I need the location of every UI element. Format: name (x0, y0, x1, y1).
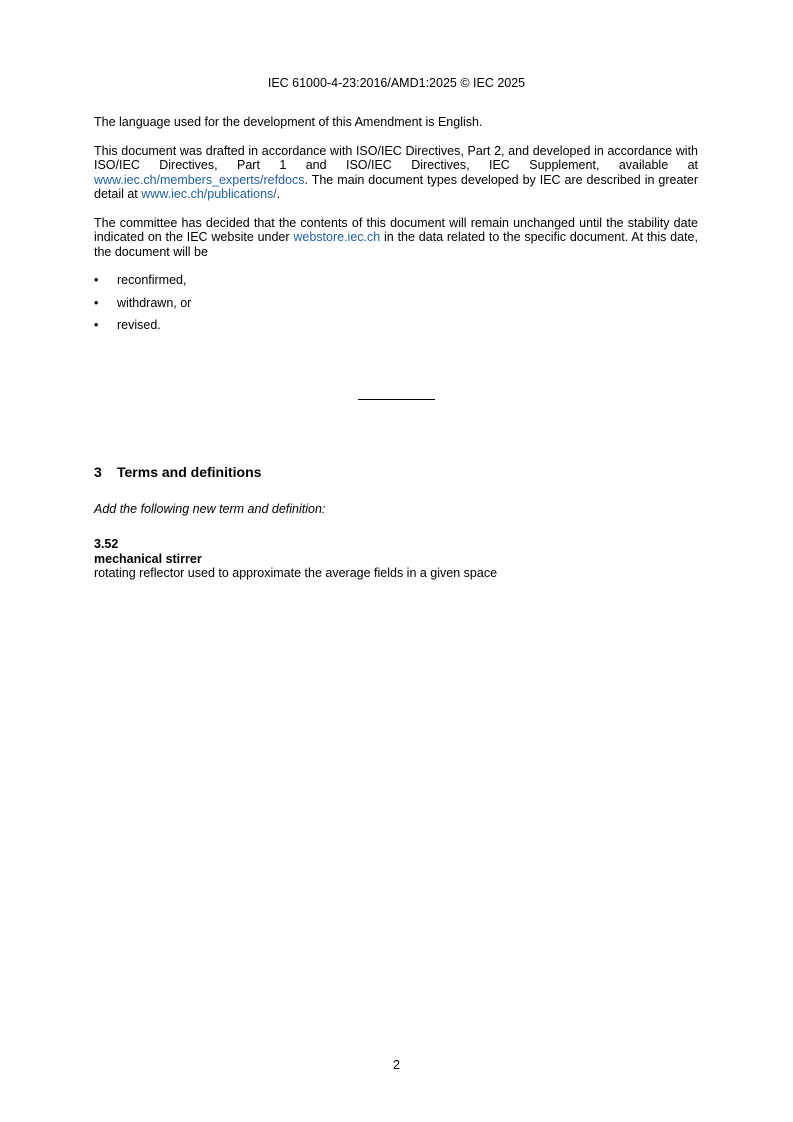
section-title: Terms and definitions (117, 464, 262, 480)
bullet-icon: • (94, 273, 99, 287)
term-number: 3.52 (94, 537, 119, 551)
language-paragraph: The language used for the development of this Amendment is English. (94, 115, 483, 129)
bullet-icon: • (94, 318, 99, 332)
bullet-icon: • (94, 295, 99, 310)
term-definition: rotating reflector used to approximate the average fields in a given space (94, 566, 498, 580)
publications-link[interactable]: www.iec.ch/publications/ (141, 187, 277, 201)
term-name: mechanical stirrer (94, 551, 202, 566)
list-item-text: revised. (117, 318, 161, 332)
directives-text-middle: . The main document types developed by IEC are described in greater detail at (94, 172, 698, 201)
webstore-link[interactable]: webstore.iec.ch (293, 230, 381, 244)
section-separator (358, 399, 435, 400)
directives-paragraph (94, 144, 698, 202)
list-item-text: reconfirmed, (117, 273, 187, 287)
page-number: 2 (393, 1058, 400, 1072)
status-list (94, 273, 698, 333)
stability-paragraph (94, 216, 698, 260)
list-item-text: withdrawn, or (117, 295, 192, 310)
section-heading (94, 465, 261, 480)
list-item (94, 318, 698, 333)
section-number: 3 (94, 464, 102, 480)
refdocs-link[interactable]: www.iec.ch/members_experts/refdocs (94, 172, 305, 187)
list-item (94, 296, 698, 311)
term-entry (94, 537, 698, 581)
amendment-foreword (94, 115, 698, 341)
directives-text-start: This document was drafted in accordance with ISO/IEC Directives, Part 2, and developed in accordance with ISO/IEC Directives, Part 1 and ISO/IEC Directives, IEC Supplement, available at (94, 143, 698, 172)
document-header: IEC 61000-4-23:2016/AMD1:2025 © IEC 2025 (267, 76, 526, 90)
directives-text-end: . (276, 187, 281, 201)
amendment-instruction: Add the following new term and definition: (94, 502, 326, 516)
stability-text-start: The committee has decided that the contents of this document will remain unchanged until the stability date indicated on the IEC website under (94, 215, 698, 244)
list-item (94, 273, 698, 288)
stability-text-end: in the data related to the specific document. At this date, the document will be (94, 230, 698, 259)
